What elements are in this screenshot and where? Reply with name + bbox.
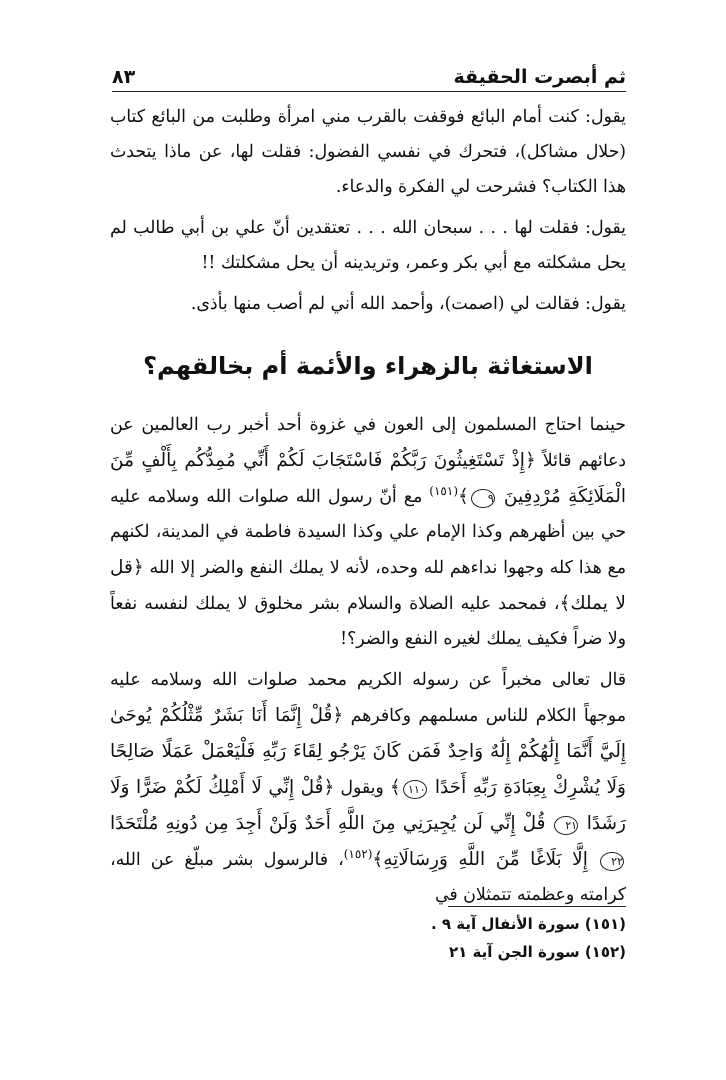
- quran-verse-jinn-21: ﴿قُلْ إِنِّي لَا أَمْلِكُ لَكُمْ ضَرًّا وَلَا رَشَدًا: [110, 777, 626, 834]
- quran-verse-anfal: ﴿إِذْ تَسْتَغِيثُونَ رَبَّكُمْ فَاسْتَجَابَ لَكُمْ أَنِّي مُمِدُّكُم بِأَلْفٍ مِّنَ الْمَلَائِكَةِ مُرْدِفِينَ: [110, 450, 626, 507]
- ayah-number-marker: ٢٢: [600, 852, 624, 871]
- footnote-ref-151: (١٥١): [429, 484, 458, 499]
- paragraph-4: [110, 408, 626, 657]
- p5-text-c: ، فالرسول بشر مبلّغ عن الله، كرامته وعظمته تتمثلان في: [110, 850, 626, 905]
- footnote-ref-152: (١٥٢): [343, 847, 373, 862]
- p4-text-b: مع أنّ رسول الله صلوات الله وسلامه عليه حي بين أظهرهم وكذا الإمام علي وكذا السيدة فاطمة في المدينة، لكنهم مع هذا كله وجهوا نداءهم لله وحده، لأنه لا يملك النفع والضر إلا الله: [110, 487, 626, 578]
- p4-text-a: حينما احتاج المسلمون إلى العون في غزوة أحد أخبر رب العالمين عن دعائهم قائلاً: [110, 415, 626, 471]
- section-heading: الاستغاثة بالزهراء والأئمة أم بخالقهم؟: [143, 352, 593, 380]
- p5-text-a: قال تعالى مخبراً عن رسوله الكريم محمد صلوات الله وسلامه عليه موجهاً الكلام للناس مسلمهم وكافرهم: [110, 670, 626, 726]
- paragraph-3: يقول: فقالت لي (اصمت)، وأحمد الله أني لم أصب منها بأذى.: [190, 294, 626, 314]
- ayah-number-marker: ٩: [471, 489, 495, 508]
- quran-verse-jinn-23: إِلَّا بَلَاغًا مِّنَ اللَّهِ وَرِسَالَاتِهِ: [383, 849, 588, 870]
- paragraph-1: يقول: كنت أمام البائع فوقفت بالقرب مني امرأة وطلبت من البائع كتاب (حلال مشاكل)، فتحرك في نفسي الفضول: فقلت لها، عن ماذا يتحدث هذا الكتاب؟ فشرحت لي الفكرة والدعاء.: [110, 107, 626, 197]
- ayah-number-marker: ٢١: [554, 816, 578, 835]
- p5-text-b: ويقول: [340, 778, 384, 798]
- footnote-151: (١٥١) سورة الأنفال آية ٩ .: [430, 915, 626, 933]
- footnote-rule: [448, 906, 626, 907]
- quran-close-bracket: ﴾: [389, 777, 401, 798]
- p4-text-c: ، فمحمد عليه الصلاة والسلام بشر مخلوق لا يملك لنفسه نفعاً ولا ضراً فكيف يملك لغيره النفع والضر؟!: [110, 594, 626, 649]
- paragraph-2: يقول: فقلت لها . . . سبحان الله . . . تعتقدين أنّ علي بن أبي طالب لم يحل مشكلته مع أبي بكر وعمر، وتريدينه أن يحل مشكلتك !!: [110, 218, 626, 273]
- footnotes: [431, 910, 626, 966]
- footnote-152: (١٥٢) سورة الجن آية ٢١: [449, 943, 626, 961]
- paragraph-5: [110, 663, 626, 913]
- quran-verse-short: ﴿قل لا يملك﴾: [110, 557, 626, 614]
- running-title: ثم أبصرت الحقيقة: [453, 66, 626, 88]
- page-body: [110, 100, 626, 919]
- header-rule: [112, 91, 626, 92]
- quran-close-bracket: ﴾: [372, 849, 384, 870]
- ayah-number-marker: ١١٠: [403, 780, 427, 799]
- page-header: [112, 58, 626, 88]
- quran-verse-jinn-22: قُلْ إِنِّي لَن يُجِيرَنِي مِنَ اللَّهِ أَحَدٌ وَلَنْ أَجِدَ مِن دُونِهِ مُلْتَحَدًا: [110, 813, 546, 834]
- page-number: ٨٣: [112, 66, 136, 88]
- quran-close-bracket: ﴾: [458, 486, 469, 507]
- quran-verse-kahf: ﴿قُلْ إِنَّمَا أَنَا بَشَرٌ مِّثْلُكُمْ يُوحَىٰ إِلَيَّ أَنَّمَا إِلَٰهُكُمْ إِلَٰهٌ وَاحِدٌ فَمَن كَانَ يَرْجُو لِقَاءَ رَبِّهِ فَلْيَعْمَلْ عَمَلًا صَالِحًا وَلَا يُشْرِكْ بِعِبَادَةِ رَبِّهِ أَحَدًا: [110, 705, 626, 798]
